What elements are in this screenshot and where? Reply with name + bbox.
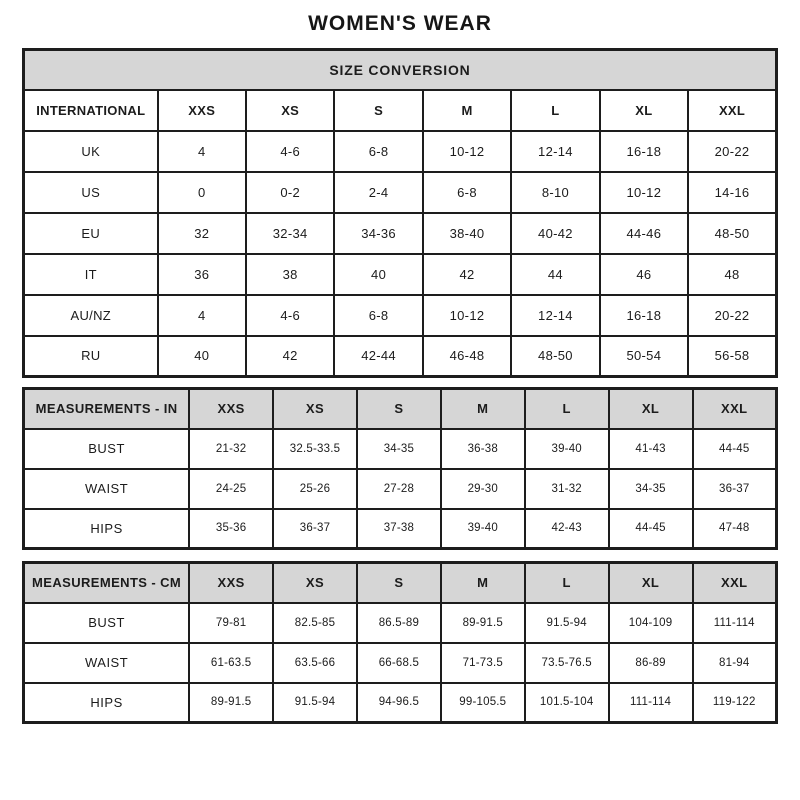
value-cell: 48 [688,254,776,295]
row-label-cell: BUST [24,429,190,469]
value-cell: 89-91.5 [441,603,525,643]
value-cell: 25-26 [273,469,357,509]
row-label-cell: IT [24,254,158,295]
value-cell: 4-6 [246,295,334,336]
row-header-label: INTERNATIONAL [24,90,158,131]
col-header-cell: XL [609,389,693,429]
value-cell: 2-4 [334,172,422,213]
table-row [24,643,777,683]
row-label-cell: UK [24,131,158,172]
col-header-cell: M [423,90,511,131]
value-cell: 29-30 [441,469,525,509]
value-cell: 99-105.5 [441,683,525,723]
value-cell: 37-38 [357,509,441,549]
size-conversion-table [22,48,778,378]
table-row [24,509,777,549]
value-cell: 61-63.5 [189,643,273,683]
value-cell: 0 [158,172,246,213]
value-cell: 24-25 [189,469,273,509]
value-cell: 48-50 [511,336,599,377]
row-label-cell: WAIST [24,469,190,509]
value-cell: 119-122 [693,683,777,723]
col-header-cell: L [511,90,599,131]
value-cell: 40-42 [511,213,599,254]
table-row [24,254,777,295]
col-header-cell: XXS [189,563,273,603]
value-cell: 12-14 [511,295,599,336]
value-cell: 104-109 [609,603,693,643]
value-cell: 10-12 [423,295,511,336]
value-cell: 42-44 [334,336,422,377]
row-label-cell: WAIST [24,643,190,683]
value-cell: 44-45 [693,429,777,469]
value-cell: 40 [158,336,246,377]
table-header-row [24,389,777,429]
value-cell: 44 [511,254,599,295]
value-cell: 31-32 [525,469,609,509]
table-row [24,336,777,377]
col-header-cell: M [441,389,525,429]
value-cell: 36-38 [441,429,525,469]
value-cell: 111-114 [609,683,693,723]
value-cell: 6-8 [423,172,511,213]
value-cell: 47-48 [693,509,777,549]
col-header-cell: XXS [189,389,273,429]
value-cell: 20-22 [688,131,776,172]
value-cell: 44-45 [609,509,693,549]
value-cell: 48-50 [688,213,776,254]
row-label-cell: BUST [24,603,190,643]
value-cell: 36-37 [693,469,777,509]
col-header-cell: XS [246,90,334,131]
row-label-cell: US [24,172,158,213]
value-cell: 86.5-89 [357,603,441,643]
value-cell: 32-34 [246,213,334,254]
value-cell: 66-68.5 [357,643,441,683]
col-header-cell: XS [273,563,357,603]
value-cell: 44-46 [600,213,688,254]
value-cell: 40 [334,254,422,295]
value-cell: 4-6 [246,131,334,172]
col-header-cell: S [334,90,422,131]
value-cell: 6-8 [334,131,422,172]
value-cell: 27-28 [357,469,441,509]
table-banner-row [24,50,777,90]
value-cell: 35-36 [189,509,273,549]
value-cell: 73.5-76.5 [525,643,609,683]
col-header-cell: L [525,563,609,603]
value-cell: 42-43 [525,509,609,549]
value-cell: 4 [158,295,246,336]
value-cell: 36-37 [273,509,357,549]
value-cell: 14-16 [688,172,776,213]
col-header-cell: XXL [693,563,777,603]
col-header-cell: XXS [158,90,246,131]
value-cell: 10-12 [600,172,688,213]
row-label-cell: HIPS [24,509,190,549]
col-header-cell: XL [609,563,693,603]
row-header-label: MEASUREMENTS - CM [24,563,190,603]
value-cell: 32 [158,213,246,254]
value-cell: 89-91.5 [189,683,273,723]
table-row [24,213,777,254]
row-label-cell: AU/NZ [24,295,158,336]
value-cell: 79-81 [189,603,273,643]
col-header-cell: XXL [688,90,776,131]
value-cell: 71-73.5 [441,643,525,683]
col-header-cell: XL [600,90,688,131]
value-cell: 38 [246,254,334,295]
value-cell: 8-10 [511,172,599,213]
col-header-cell: XXL [693,389,777,429]
value-cell: 86-89 [609,643,693,683]
value-cell: 39-40 [525,429,609,469]
value-cell: 21-32 [189,429,273,469]
value-cell: 50-54 [600,336,688,377]
col-header-cell: S [357,563,441,603]
value-cell: 56-58 [688,336,776,377]
table-row [24,683,777,723]
row-label-cell: EU [24,213,158,254]
value-cell: 4 [158,131,246,172]
value-cell: 12-14 [511,131,599,172]
value-cell: 32.5-33.5 [273,429,357,469]
measurements-cm-table [22,561,778,724]
row-label-cell: RU [24,336,158,377]
value-cell: 38-40 [423,213,511,254]
value-cell: 34-35 [357,429,441,469]
value-cell: 82.5-85 [273,603,357,643]
value-cell: 101.5-104 [525,683,609,723]
col-header-cell: L [525,389,609,429]
col-header-cell: S [357,389,441,429]
value-cell: 94-96.5 [357,683,441,723]
value-cell: 16-18 [600,131,688,172]
row-label-cell: HIPS [24,683,190,723]
value-cell: 16-18 [600,295,688,336]
table-row [24,172,777,213]
value-cell: 6-8 [334,295,422,336]
value-cell: 0-2 [246,172,334,213]
value-cell: 63.5-66 [273,643,357,683]
table-row [24,295,777,336]
value-cell: 42 [246,336,334,377]
value-cell: 34-35 [609,469,693,509]
value-cell: 46 [600,254,688,295]
value-cell: 91.5-94 [273,683,357,723]
value-cell: 36 [158,254,246,295]
value-cell: 41-43 [609,429,693,469]
value-cell: 10-12 [423,131,511,172]
table-row [24,469,777,509]
table-banner: SIZE CONVERSION [24,50,777,90]
value-cell: 34-36 [334,213,422,254]
value-cell: 42 [423,254,511,295]
value-cell: 81-94 [693,643,777,683]
table-header-row [24,563,777,603]
page-title: WOMEN'S WEAR [308,12,492,35]
value-cell: 46-48 [423,336,511,377]
table-header-row [24,90,777,131]
col-header-cell: M [441,563,525,603]
value-cell: 111-114 [693,603,777,643]
measurements-in-table [22,387,778,550]
value-cell: 39-40 [441,509,525,549]
table-row [24,603,777,643]
value-cell: 20-22 [688,295,776,336]
col-header-cell: XS [273,389,357,429]
table-row [24,131,777,172]
value-cell: 91.5-94 [525,603,609,643]
row-header-label: MEASUREMENTS - IN [24,389,190,429]
table-row [24,429,777,469]
